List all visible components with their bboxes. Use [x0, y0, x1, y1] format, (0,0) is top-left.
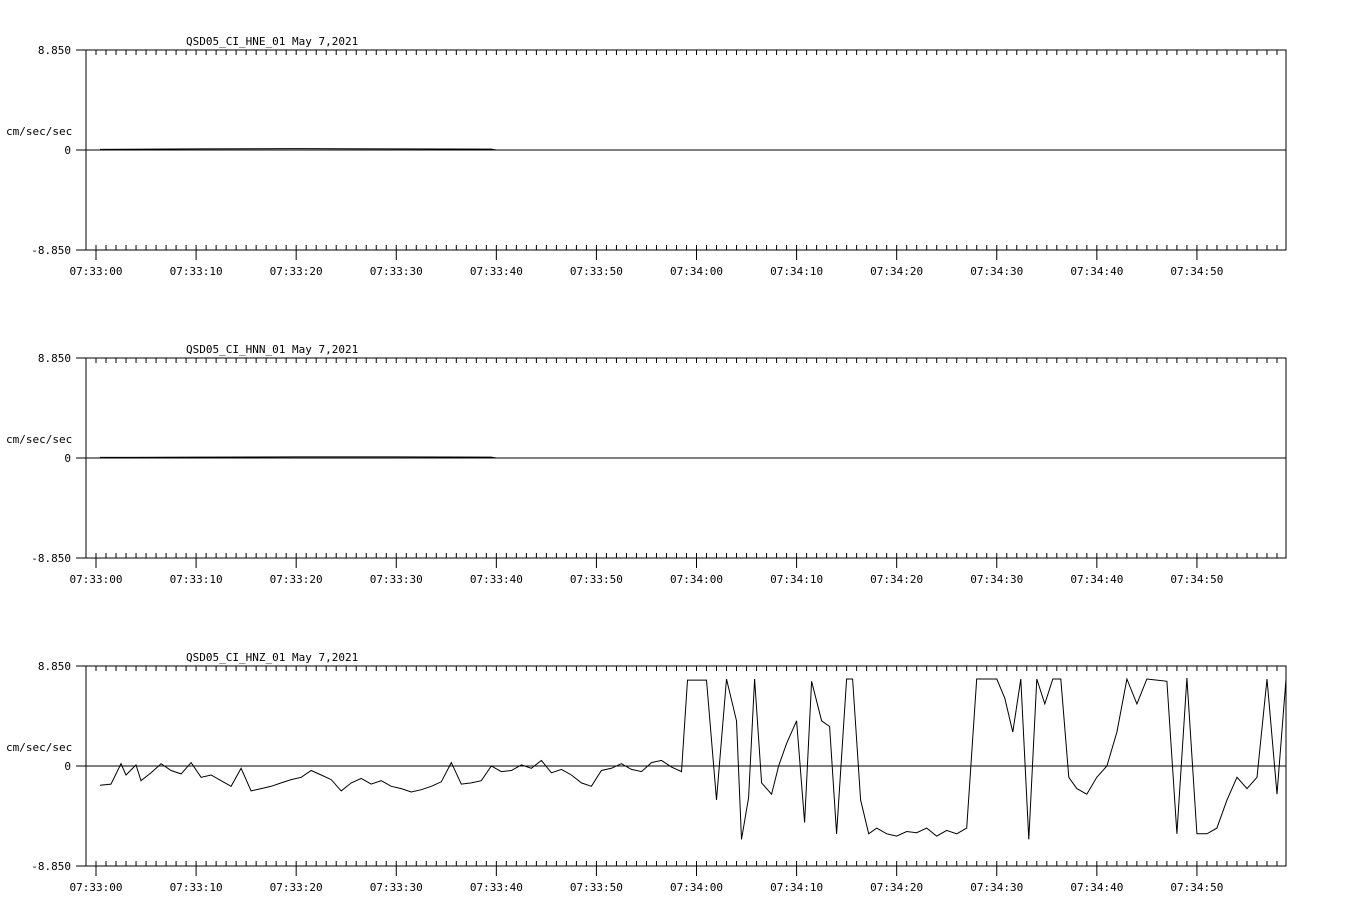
seismogram-panel [6, 35, 1286, 278]
x-tick-label: 07:33:10 [169, 265, 223, 278]
y-tick-label: 0 [64, 452, 71, 465]
x-tick-label: 07:33:10 [169, 573, 223, 586]
x-tick-label: 07:34:50 [1170, 881, 1224, 894]
y-tick-label: -8.850 [31, 552, 71, 565]
y-tick-label: 8.850 [37, 44, 71, 57]
x-tick-label: 07:33:40 [469, 881, 523, 894]
x-tick-label: 07:34:00 [670, 881, 724, 894]
y-tick-label: -8.850 [31, 860, 71, 873]
y-tick-label: 0 [64, 144, 71, 157]
x-tick-label: 07:33:10 [169, 881, 223, 894]
x-tick-label: 07:33:30 [369, 573, 423, 586]
x-tick-label: 07:34:00 [670, 265, 724, 278]
x-tick-label: 07:34:30 [970, 881, 1024, 894]
panel-title: QSD05_CI_HNN_01 May 7,2021 [186, 343, 359, 356]
x-tick-label: 07:33:20 [269, 265, 323, 278]
y-axis-label: cm/sec/sec [6, 741, 73, 754]
panel-title: QSD05_CI_HNZ_01 May 7,2021 [186, 651, 359, 664]
x-tick-label: 07:33:50 [569, 881, 623, 894]
trace-line [100, 678, 1286, 840]
panel-title: QSD05_CI_HNE_01 May 7,2021 [186, 35, 359, 48]
x-tick-label: 07:34:40 [1070, 881, 1124, 894]
y-axis-label: cm/sec/sec [6, 433, 73, 446]
x-tick-label: 07:33:00 [69, 881, 123, 894]
y-tick-label: -8.850 [31, 244, 71, 257]
x-tick-label: 07:33:20 [269, 881, 323, 894]
x-tick-label: 07:34:00 [670, 573, 724, 586]
seismogram-panel [6, 651, 1286, 894]
x-tick-label: 07:34:10 [770, 265, 824, 278]
y-tick-label: 8.850 [37, 660, 71, 673]
x-tick-label: 07:33:50 [569, 265, 623, 278]
x-tick-label: 07:34:20 [870, 573, 924, 586]
y-tick-label: 8.850 [37, 352, 71, 365]
x-tick-label: 07:33:40 [469, 573, 523, 586]
x-tick-label: 07:34:40 [1070, 265, 1124, 278]
x-tick-label: 07:33:00 [69, 265, 123, 278]
x-tick-label: 07:34:40 [1070, 573, 1124, 586]
y-tick-label: 0 [64, 760, 71, 773]
x-tick-label: 07:34:30 [970, 265, 1024, 278]
x-tick-label: 07:34:10 [770, 881, 824, 894]
x-tick-label: 07:34:50 [1170, 265, 1224, 278]
x-tick-label: 07:33:20 [269, 573, 323, 586]
x-tick-label: 07:34:10 [770, 573, 824, 586]
x-tick-label: 07:33:00 [69, 573, 123, 586]
x-tick-label: 07:34:30 [970, 573, 1024, 586]
seismogram-panel [6, 343, 1286, 586]
y-axis-label: cm/sec/sec [6, 125, 73, 138]
x-tick-label: 07:33:40 [469, 265, 523, 278]
x-tick-label: 07:34:20 [870, 881, 924, 894]
x-tick-label: 07:34:50 [1170, 573, 1224, 586]
x-tick-label: 07:33:50 [569, 573, 623, 586]
x-tick-label: 07:33:30 [369, 881, 423, 894]
x-tick-label: 07:34:20 [870, 265, 924, 278]
x-tick-label: 07:33:30 [369, 265, 423, 278]
